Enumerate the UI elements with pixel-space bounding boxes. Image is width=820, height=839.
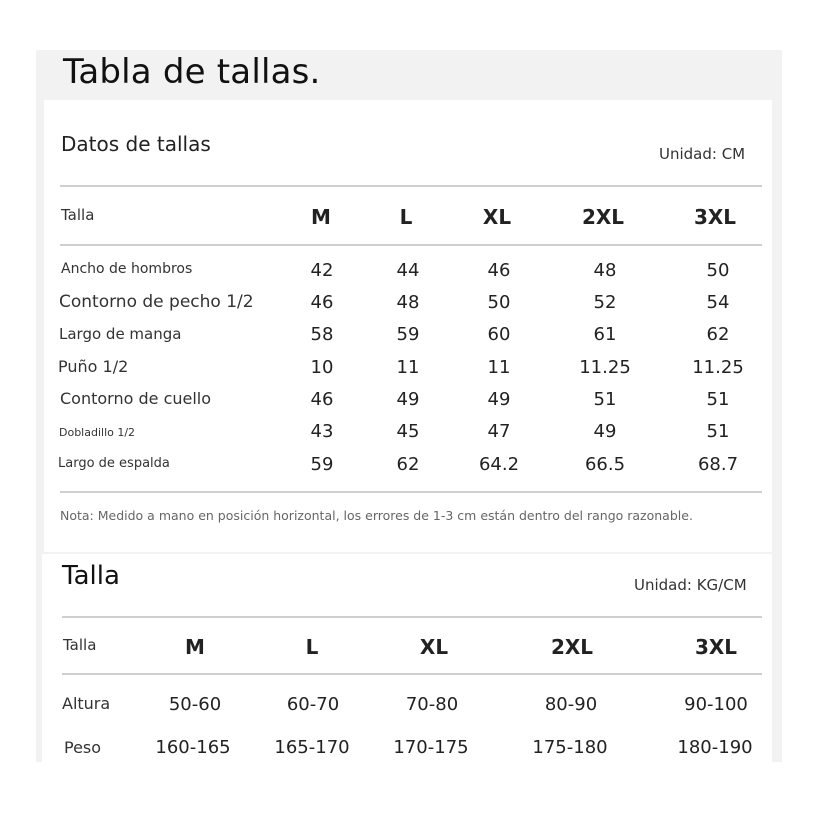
table2-title: Talla [62, 561, 120, 591]
table1-cell: 11.25 [579, 357, 631, 378]
table1-cell: 68.7 [697, 454, 739, 475]
table1-size-header: M [311, 205, 331, 229]
table2-cell: 80-90 [544, 694, 598, 715]
table1-cell: 51 [706, 421, 730, 442]
table1-cell: 49 [396, 389, 420, 410]
table1-cell: 44 [396, 260, 420, 281]
table1-row-label: Puño 1/2 [58, 357, 129, 376]
table1-row-label: Ancho de hombros [61, 261, 193, 277]
table1-cell: 48 [593, 260, 617, 281]
table2-cell: 170-175 [393, 737, 469, 758]
table2-unit: Unidad: KG/CM [634, 576, 747, 594]
table1-header-label: Talla [61, 206, 95, 224]
table1-cell: 42 [310, 260, 334, 281]
table2-cell: 90-100 [684, 694, 748, 715]
table2-cell: 50-60 [168, 694, 222, 715]
table2-size-header: XL [419, 635, 449, 659]
table1-cell: 61 [593, 324, 617, 345]
table1-cell: 11 [396, 357, 420, 378]
page-title: Tabla de tallas. [63, 52, 321, 92]
table1-cell: 51 [593, 389, 617, 410]
table1-cell: 66.5 [584, 454, 626, 475]
table1-cell: 60 [487, 324, 511, 345]
table1-cell: 50 [706, 260, 730, 281]
table1-title: Datos de tallas [61, 132, 211, 156]
table1-cell: 58 [310, 324, 334, 345]
table2-size-header: M [185, 635, 205, 659]
table2-header-label: Talla [63, 636, 97, 654]
table1-cell: 47 [487, 421, 511, 442]
table1-cell: 59 [310, 454, 334, 475]
table1-row-label: Contorno de pecho 1/2 [59, 292, 254, 312]
table1-cell: 45 [396, 421, 420, 442]
table2-size-header: L [305, 635, 319, 659]
table1-cell: 62 [396, 454, 420, 475]
table1-unit: Unidad: CM [659, 145, 746, 163]
table1-cell: 48 [396, 292, 420, 313]
table1-cell: 64.2 [478, 454, 520, 475]
table1-cell: 59 [396, 324, 420, 345]
table1-size-header: 3XL [693, 205, 737, 229]
table1-cell: 62 [706, 324, 730, 345]
table1-cell: 10 [310, 357, 334, 378]
table1-row-label: Largo de espalda [58, 456, 170, 471]
table1-cell: 49 [593, 421, 617, 442]
table1-size-header: L [399, 205, 413, 229]
table1-top-divider [60, 185, 762, 187]
table1-cell: 46 [310, 389, 334, 410]
table2-cell: 180-190 [677, 737, 753, 758]
table2-cell: 165-170 [274, 737, 350, 758]
table1-cell: 54 [706, 292, 730, 313]
table2-cell: 60-70 [286, 694, 340, 715]
table2-size-header: 2XL [550, 635, 594, 659]
table1-row-label: Contorno de cuello [60, 389, 212, 408]
table2-row-label: Peso [64, 738, 102, 757]
table2-cell: 70-80 [405, 694, 459, 715]
table1-cell: 46 [487, 260, 511, 281]
table2-cell: 160-165 [155, 737, 231, 758]
table1-row-label: Largo de manga [59, 325, 182, 343]
table2-size-header: 3XL [694, 635, 738, 659]
table1-cell: 43 [310, 421, 334, 442]
table1-row-label: Dobladillo 1/2 [59, 426, 136, 439]
table1-header-divider [60, 244, 762, 246]
table2-row-label: Altura [62, 694, 111, 713]
table1-cell: 49 [487, 389, 511, 410]
table1-cell: 11 [487, 357, 511, 378]
table1-size-header: 2XL [581, 205, 625, 229]
table1-size-header: XL [482, 205, 512, 229]
table2-cell: 175-180 [532, 737, 608, 758]
table2-top-divider [62, 616, 762, 618]
table2-header-divider [62, 673, 762, 675]
table1-cell: 46 [310, 292, 334, 313]
table1-cell: 50 [487, 292, 511, 313]
table1-cell: 11.25 [692, 357, 744, 378]
table1-cell: 52 [593, 292, 617, 313]
table1-note: Nota: Medido a mano en posición horizontal, los errores de 1-3 cm están dentro del rango razonable. [60, 508, 693, 523]
table1-bottom-divider [60, 491, 762, 493]
table1-cell: 51 [706, 389, 730, 410]
